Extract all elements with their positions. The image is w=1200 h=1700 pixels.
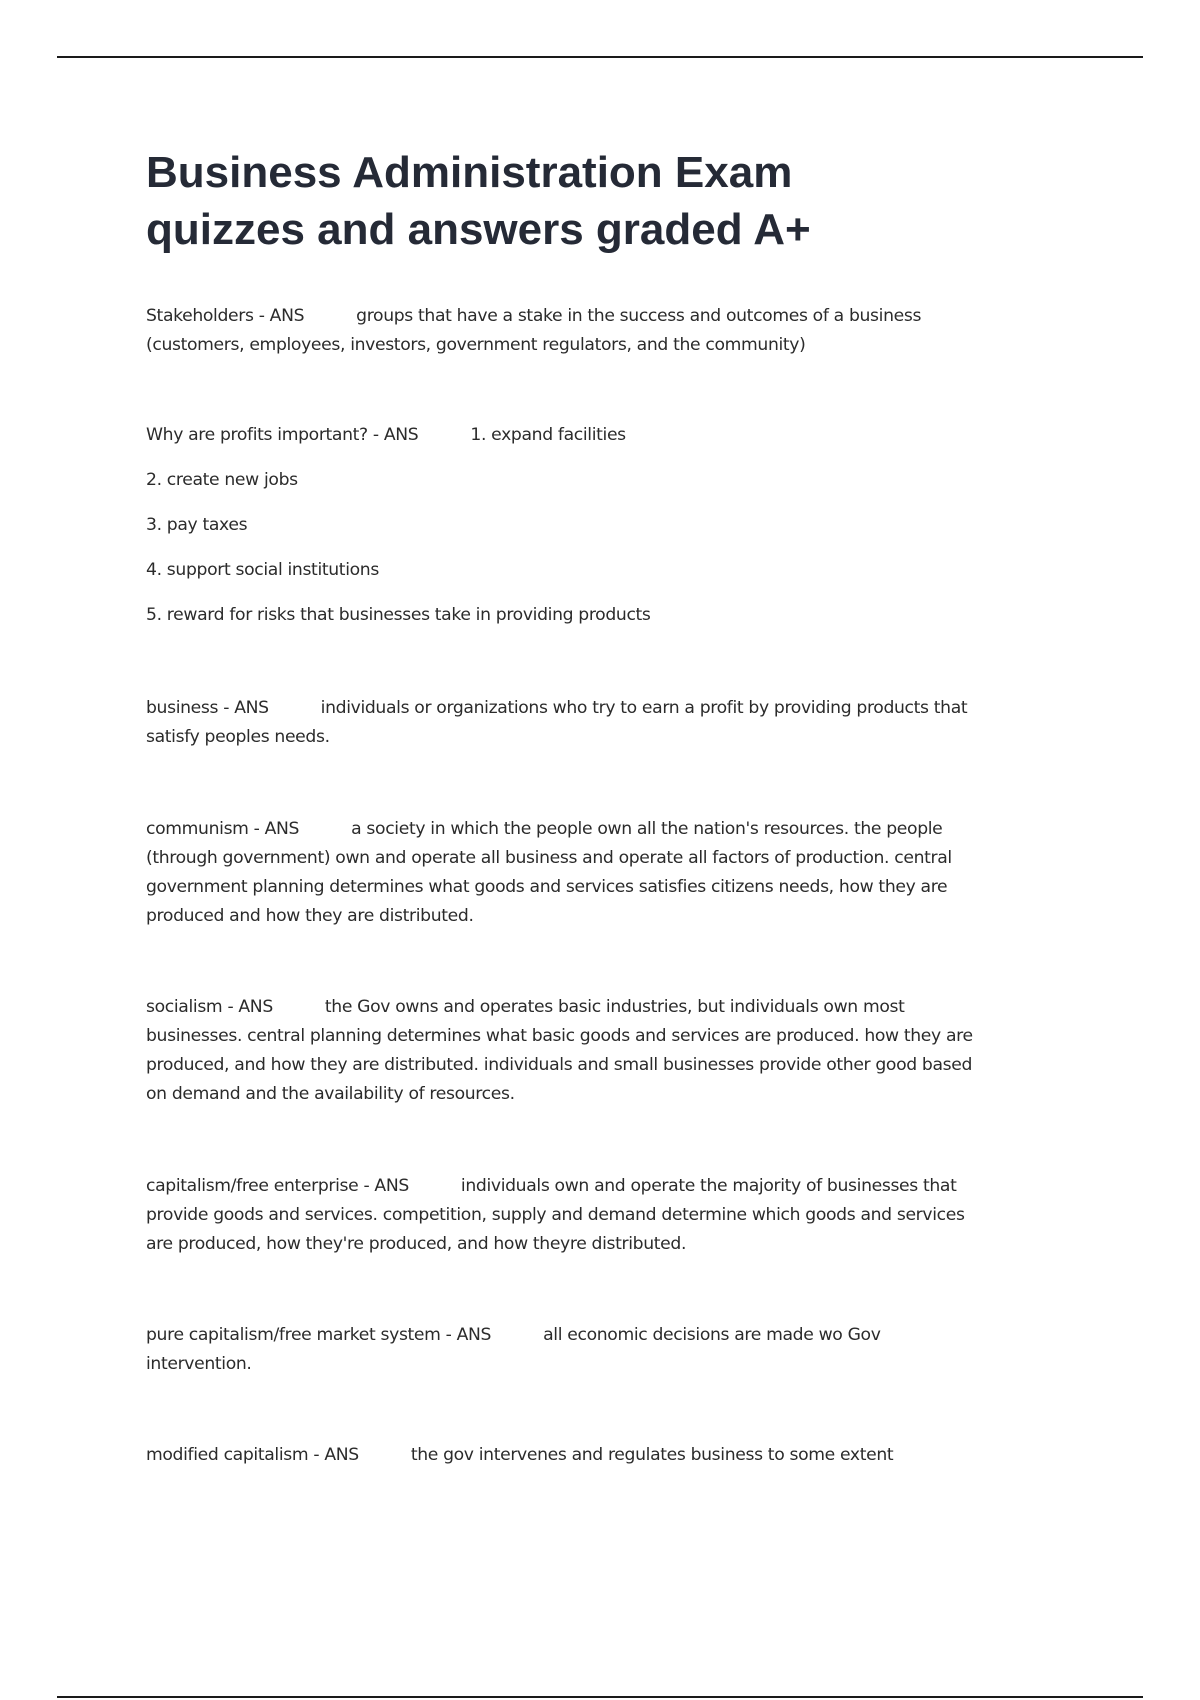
top-rule [57,56,1143,58]
title-line-2: quizzes and answers graded A+ [146,205,811,254]
answer-continuation: produced, and how they are distributed. individuals and small businesses provide other good based [146,1055,973,1075]
qa-entry-business [146,694,1046,752]
answer: a society in which the people own all the nation's resources. the people [351,819,943,839]
list-item: 4. support social institutions [146,560,379,580]
title-line-1: Business Administration Exam [146,148,793,197]
qa-entry-capitalism [146,1172,1046,1259]
answer-continuation: (customers, employees, investors, government regulators, and the community) [146,335,806,355]
answer-continuation: provide goods and services. competition, supply and demand determine which goods and services [146,1205,965,1225]
answer: all economic decisions are made wo Gov [543,1325,881,1345]
qa-entry-stakeholders [146,302,1046,360]
term: Why are profits important? - ANS [146,425,419,445]
qa-entry-pure-capitalism [146,1321,1046,1379]
term: modified capitalism - ANS [146,1445,359,1465]
term: pure capitalism/free market system - ANS [146,1325,492,1345]
term: capitalism/free enterprise - ANS [146,1176,409,1196]
answer: groups that have a stake in the success and outcomes of a business [356,306,922,326]
answer-continuation: businesses. central planning determines what basic goods and services are produced. how they are [146,1026,973,1046]
answer-continuation: (through government) own and operate all business and operate all factors of production. central [146,848,952,868]
answer-continuation: satisfy peoples needs. [146,727,330,747]
list-item: 5. reward for risks that businesses take in providing products [146,605,651,625]
term: Stakeholders - ANS [146,306,305,326]
term: socialism - ANS [146,997,273,1017]
answer: the gov intervenes and regulates business to some extent [410,1445,894,1465]
term: communism - ANS [146,819,300,839]
answer-continuation: intervention. [146,1354,252,1374]
answer-continuation: on demand and the availability of resources. [146,1084,515,1104]
answer: the Gov owns and operates basic industries, but individuals own most [324,997,905,1017]
list-item: 3. pay taxes [146,515,248,535]
answer: individuals own and operate the majority of businesses that [460,1176,957,1196]
qa-entry-socialism [146,993,1046,1109]
term: business - ANS [146,698,269,718]
answer: 1. expand facilities [470,425,626,445]
qa-entry-modified-capitalism [146,1441,1046,1470]
answer-continuation: are produced, how they're produced, and how theyre distributed. [146,1234,687,1254]
qa-entry-profits [146,421,1046,646]
list-item: 2. create new jobs [146,470,298,490]
answer-continuation: government planning determines what goods and services satisfies citizens needs, how they are [146,877,948,897]
bottom-rule [57,1696,1143,1698]
answer-continuation: produced and how they are distributed. [146,906,474,926]
qa-entry-communism [146,815,1046,931]
answer: individuals or organizations who try to earn a profit by providing products that [320,698,968,718]
document-title [146,144,1046,258]
